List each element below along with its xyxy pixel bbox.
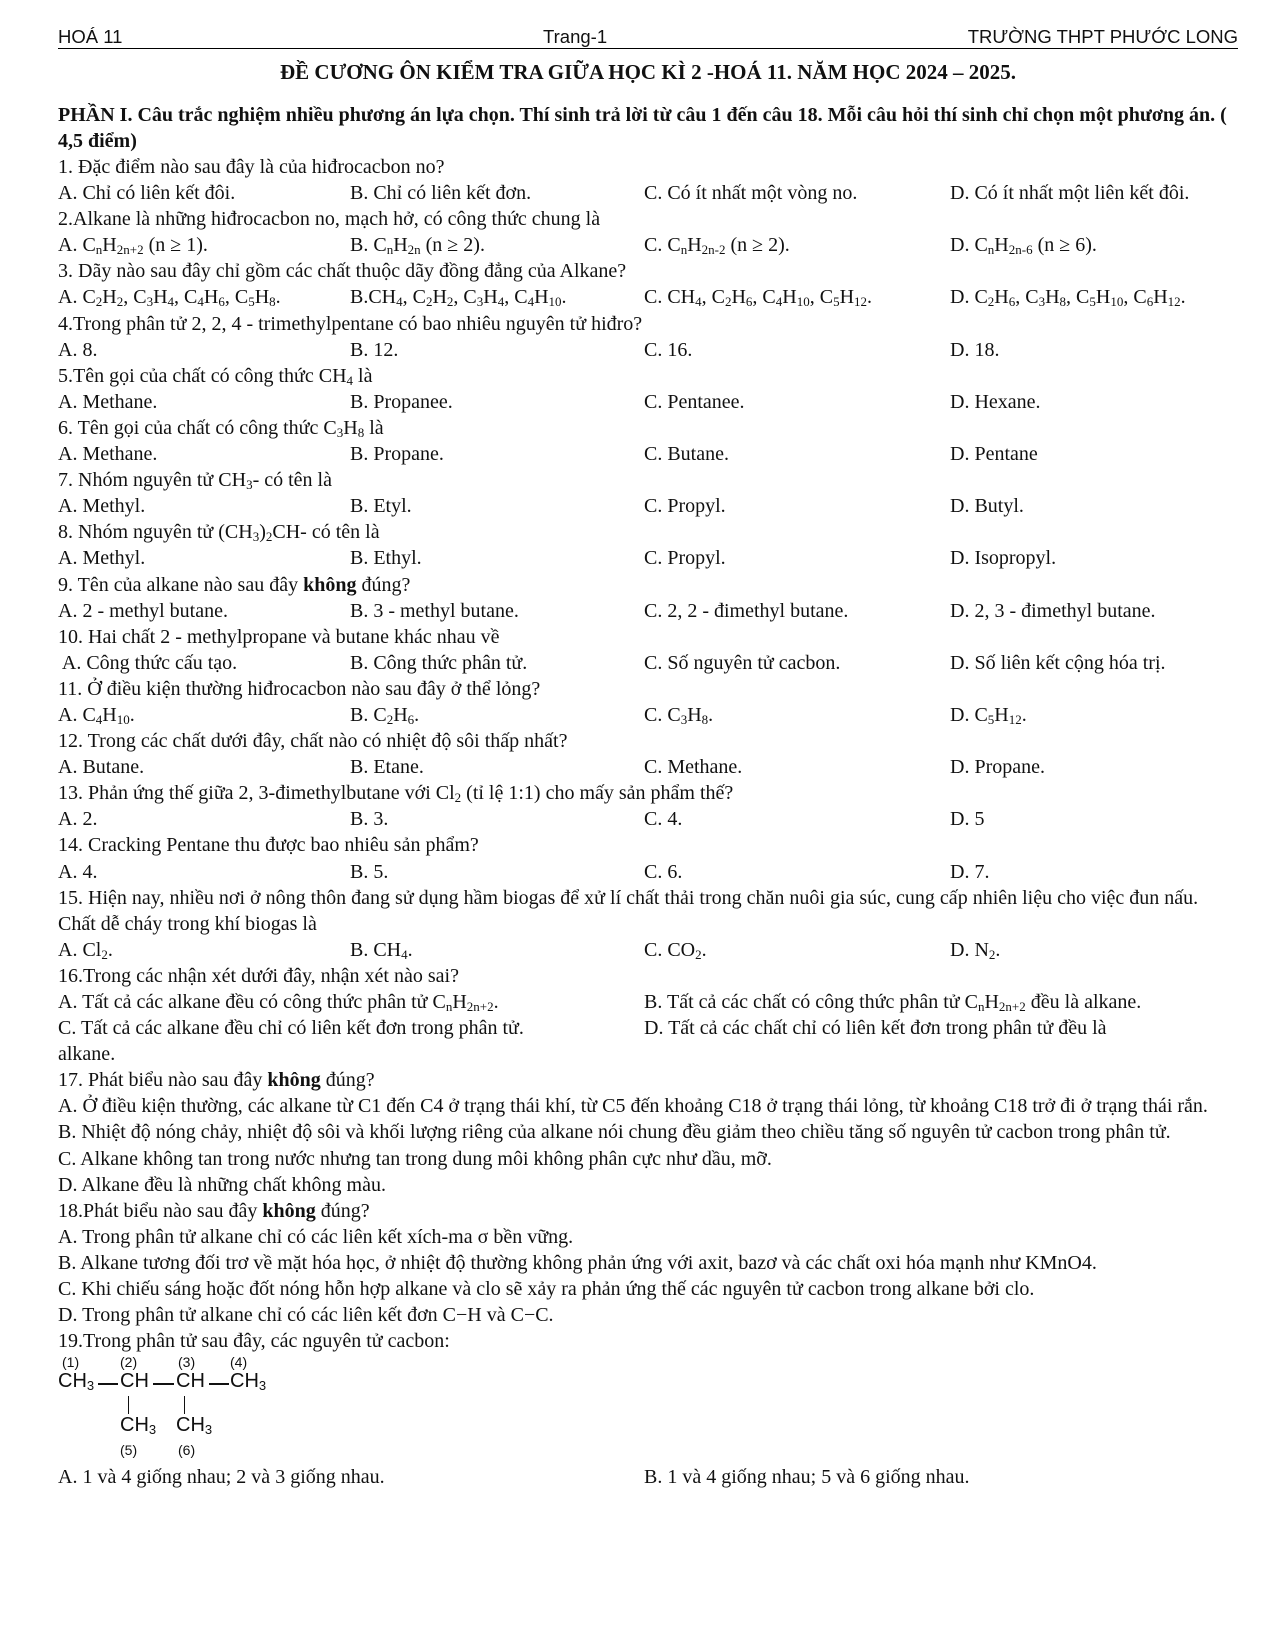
question-2-options <box>58 232 1238 258</box>
header-page-number: Trang-1 <box>543 26 608 47</box>
option-b: B. Chỉ có liên kết đơn. <box>350 182 532 205</box>
option-d: D. $C_nH_{2n-6}$ (n ≥ 6). <box>950 234 1097 258</box>
question-12-options <box>58 754 1238 780</box>
option-d-continuation: alkane. <box>58 1043 116 1066</box>
question-2: 2.Alkane là những hiđrocacbon no, mạch hở, có công thức chung là <box>58 208 601 231</box>
document-page <box>58 22 1238 1490</box>
option-d: D. 7. <box>950 860 990 883</box>
question-7-options <box>58 493 1238 519</box>
option-d: D. Butyl. <box>950 495 1024 518</box>
option-d: D. Số liên kết cộng hóa trị. <box>950 651 1166 674</box>
option-b: B. $C_nH_{2n}$ (n ≥ 2). <box>350 234 485 258</box>
option-a: A. Chỉ có liên kết đôi. <box>58 182 236 205</box>
carbon-label-5: (5) <box>120 1442 138 1459</box>
bond-c1-c2 <box>98 1383 118 1384</box>
question-9: 9. Tên của alkane nào sau đây không đúng? <box>58 573 411 596</box>
option-d: D. Pentane <box>950 443 1038 466</box>
option-a: A. $C_2H_2$, $C_3H_4$, $C_4H_6$, $C_5H_8$. <box>58 286 281 310</box>
option-a: A. Methane. <box>58 390 158 413</box>
option-b: B. Propane. <box>350 443 444 466</box>
question-10: 10. Hai chất 2 - methylpropane và butane khác nhau về <box>58 625 500 648</box>
option-b: B. 3. <box>350 808 389 831</box>
option-d: D. Propane. <box>950 756 1045 779</box>
group-ch3-6: $CH_3$ <box>176 1414 213 1438</box>
option-b: B. Alkane tương đối trơ về mặt hóa học, ở nhiệt độ thường không phản ứng với axit, bazơ và các chất oxi hóa mạnh như KMnO4. <box>58 1251 1097 1274</box>
option-a: A. Công thức cấu tạo. <box>58 651 238 674</box>
option-c: C. Pentanee. <box>644 390 745 413</box>
question-3: 3. Dãy nào sau đây chỉ gồm các chất thuộc dãy đồng đẳng của Alkane? <box>58 260 627 283</box>
option-b: B. Etyl. <box>350 495 412 518</box>
question-4: 4.Trong phân tử 2, 2, 4 - trimethylpentane có bao nhiêu nguyên tử hiđro? <box>58 312 643 335</box>
option-d: D. Trong phân tử alkane chỉ có các liên kết đơn C−H và C−C. <box>58 1304 554 1327</box>
question-7: 7. Nhóm nguyên tử $CH_3-$ có tên là <box>58 469 332 493</box>
option-c: C. Methane. <box>644 756 743 779</box>
question-11-options <box>58 702 1238 728</box>
option-d: D. $N_2$. <box>950 938 1001 962</box>
option-a: A. Methyl. <box>58 547 146 570</box>
question-4-options <box>58 337 1238 363</box>
question-11: 11. Ở điều kiện thường hiđrocacbon nào sau đây ở thể lỏng? <box>58 677 541 700</box>
option-a: A. $C_4H_{10}$. <box>58 703 135 727</box>
question-16-options-ab <box>58 989 1238 1015</box>
option-b: B. $C_2H_6$. <box>350 703 420 727</box>
option-a: A. $C_nH_{2n+2}$ (n ≥ 1). <box>58 234 208 258</box>
option-c: C. $CO_2$. <box>644 938 707 962</box>
option-d: D. $C_5H_{12}$. <box>950 703 1027 727</box>
option-c: C. 6. <box>644 860 683 883</box>
question-13: 13. Phản ứng thế giữa 2, 3-đimethylbutane với $Cl_2$ (tỉ lệ 1:1) cho mấy sản phẩm thế? <box>58 782 734 806</box>
option-a: A. 1 và 4 giống nhau; 2 và 3 giống nhau. <box>58 1466 385 1489</box>
option-a: A. Trong phân tử alkane chỉ có các liên kết xích-ma σ bền vững. <box>58 1225 574 1248</box>
question-9-options <box>58 598 1238 624</box>
option-b: B. 5. <box>350 860 389 883</box>
option-a: A. 2. <box>58 808 98 831</box>
group-ch-3: CH <box>176 1370 205 1393</box>
option-a: A. Methane. <box>58 443 158 466</box>
option-a: A. Methyl. <box>58 495 146 518</box>
question-6: 6. Tên gọi của chất có công thức $C_3H_8$ là <box>58 416 384 440</box>
option-a: A. 2 - methyl butane. <box>58 599 228 622</box>
option-a: A. 4. <box>58 860 98 883</box>
option-d: D. $C_2H_6$, $C_3H_8$, $C_5H_{10}$, $C_6H_{12}$. <box>950 286 1186 310</box>
question-19: 19.Trong phân tử sau đây, các nguyên tử cacbon: <box>58 1330 450 1353</box>
option-a: A. Tất cả các alkane đều có công thức phân tử $C_nH_{2n+2}$. <box>58 991 499 1014</box>
option-c: C. 2, 2 - đimethyl butane. <box>644 599 849 622</box>
option-c: C. Khi chiếu sáng hoặc đốt nóng hỗn hợp alkane và clo sẽ xảy ra phản ứng thế các nguyên tử cacbon trong alkane bởi clo. <box>58 1278 1035 1301</box>
option-b: B. Etane. <box>350 756 424 779</box>
option-b: B. 12. <box>350 338 399 361</box>
question-5: 5.Tên gọi của chất có công thức $CH_4$ là <box>58 364 373 388</box>
option-b: B. 1 và 4 giống nhau; 5 và 6 giống nhau. <box>644 1466 970 1489</box>
option-c: C. Butane. <box>644 443 729 466</box>
question-3-options <box>58 284 1238 310</box>
option-b: $B.CH_4$, $C_2H_2$, $C_3H_4$, $C_4H_{10}$. <box>350 286 567 310</box>
option-a: A. 8. <box>58 338 98 361</box>
option-c: C. Alkane không tan trong nước nhưng tan trong dung môi không phân cực như dầu, mỡ. <box>58 1147 772 1170</box>
question-16: 16.Trong các nhận xét dưới đây, nhận xét nào sai? <box>58 964 459 987</box>
bond-c2-c5 <box>128 1396 129 1414</box>
group-ch3-5: $CH_3$ <box>120 1414 157 1438</box>
question-18: 18.Phát biểu nào sau đây không đúng? <box>58 1199 370 1222</box>
question-14: 14. Cracking Pentane thu được bao nhiêu sản phẩm? <box>58 834 479 857</box>
question-16-options-cd <box>58 1015 1238 1041</box>
option-a: A. $Cl_2$. <box>58 938 113 962</box>
option-c: C. $CH_4$, $C_2H_6$, $C_4H_{10}$, $C_5H_{12}$. <box>644 286 873 310</box>
question-13-options <box>58 806 1238 832</box>
option-d: D. 18. <box>950 338 1000 361</box>
bond-c3-c6 <box>184 1396 185 1414</box>
option-d: D. Có ít nhất một liên kết đôi. <box>950 182 1190 205</box>
question-6-options <box>58 441 1238 467</box>
option-b: B. Nhiệt độ nóng chảy, nhiệt độ sôi và khối lượng riêng của alkane nói chung đều giảm theo chiều tăng số nguyên tử cacbon trong phân tử. <box>58 1121 1171 1144</box>
question-8: 8. Nhóm nguyên tử $(CH_3)_2CH-$ có tên là <box>58 521 380 545</box>
question-8-options <box>58 545 1238 571</box>
question-1-options <box>58 180 1238 206</box>
option-d: D. 5 <box>950 808 985 831</box>
page-header <box>58 22 1238 49</box>
bond-c3-c4 <box>209 1383 229 1384</box>
option-d: D. Alkane đều là những chất không màu. <box>58 1173 386 1196</box>
option-b: B. Công thức phân tử. <box>350 651 528 674</box>
structural-formula <box>58 1354 1238 1462</box>
header-subject: HOÁ 11 <box>58 26 123 47</box>
group-ch3-4: $CH_3$ <box>230 1370 267 1394</box>
document-title: ĐỀ CƯƠNG ÔN KIỂM TRA GIỮA HỌC KÌ 2 -HOÁ 11. NĂM HỌC 2024 – 2025. <box>280 60 1016 84</box>
question-10-options <box>58 650 1238 676</box>
option-a: A. Butane. <box>58 756 145 779</box>
option-c: C. Có ít nhất một vòng no. <box>644 182 858 205</box>
option-c: C. Số nguyên tử cacbon. <box>644 651 841 674</box>
option-c: C. 16. <box>644 338 693 361</box>
option-c: C. Tất cả các alkane đều chỉ có liên kết đơn trong phân tử. <box>58 1017 524 1040</box>
question-19-options <box>58 1464 1238 1490</box>
question-14-options <box>58 859 1238 885</box>
option-b: B. Tất cả các chất có công thức phân tử $C_nH_{2n+2}$ đều là alkane. <box>644 991 1142 1014</box>
option-d: D. 2, 3 - đimethyl butane. <box>950 599 1156 622</box>
question-1: 1. Đặc điểm nào sau đây là của hiđrocacbon no? <box>58 156 445 178</box>
carbon-label-2: (2) <box>120 1354 138 1371</box>
option-c: C. 4. <box>644 808 683 831</box>
option-a: A. Ở điều kiện thường, các alkane từ C1 đến C4 ở trạng thái khí, từ C5 đến khoảng C18 ở trạng thái lỏng, từ khoảng C18 trở đi ở trạng thái rắn. <box>58 1095 1208 1118</box>
group-ch-2: CH <box>120 1370 149 1393</box>
question-15: 15. Hiện nay, nhiều nơi ở nông thôn đang sử dụng hầm biogas để xử lí chất thải trong chăn nuôi gia súc, cung cấp nhiên liệu cho việc đun nấu. Chất dễ cháy trong khí biogas là <box>58 886 1199 935</box>
option-b: B. Ethyl. <box>350 547 422 570</box>
option-b: B. Propanee. <box>350 390 453 413</box>
option-d: D. Tất cả các chất chỉ có liên kết đơn trong phân tử đều là <box>644 1017 1107 1040</box>
carbon-label-3: (3) <box>178 1354 196 1371</box>
part1-heading: PHẦN I. Câu trắc nghiệm nhiều phương án lựa chọn. Thí sinh trả lời từ câu 1 đến câu 18. Mỗi câu hỏi thí sinh chỉ chọn một phương án. ( 4,5 điểm) <box>58 104 1227 152</box>
option-b: B. $CH_4$. <box>350 938 413 962</box>
option-b: B. 3 - methyl butane. <box>350 599 519 622</box>
question-15-options <box>58 937 1238 963</box>
question-17: 17. Phát biểu nào sau đây không đúng? <box>58 1069 375 1092</box>
carbon-label-4: (4) <box>230 1354 248 1371</box>
option-c: C. Propyl. <box>644 495 726 518</box>
question-5-options <box>58 389 1238 415</box>
option-c: C. Propyl. <box>644 547 726 570</box>
option-c: C. $C_nH_{2n-2}$ (n ≥ 2). <box>644 234 790 258</box>
option-d: D. Isopropyl. <box>950 547 1057 570</box>
option-c: C. $C_3H_8$. <box>644 703 714 727</box>
carbon-label-6: (6) <box>178 1442 196 1459</box>
question-12: 12. Trong các chất dưới đây, chất nào có nhiệt độ sôi thấp nhất? <box>58 730 568 753</box>
bond-c2-c3 <box>153 1383 174 1384</box>
carbon-label-1: (1) <box>62 1354 80 1371</box>
header-school: TRƯỜNG THPT PHƯỚC LONG <box>967 26 1238 47</box>
option-d: D. Hexane. <box>950 390 1041 413</box>
group-ch3-1: $CH_3$ <box>58 1370 95 1394</box>
